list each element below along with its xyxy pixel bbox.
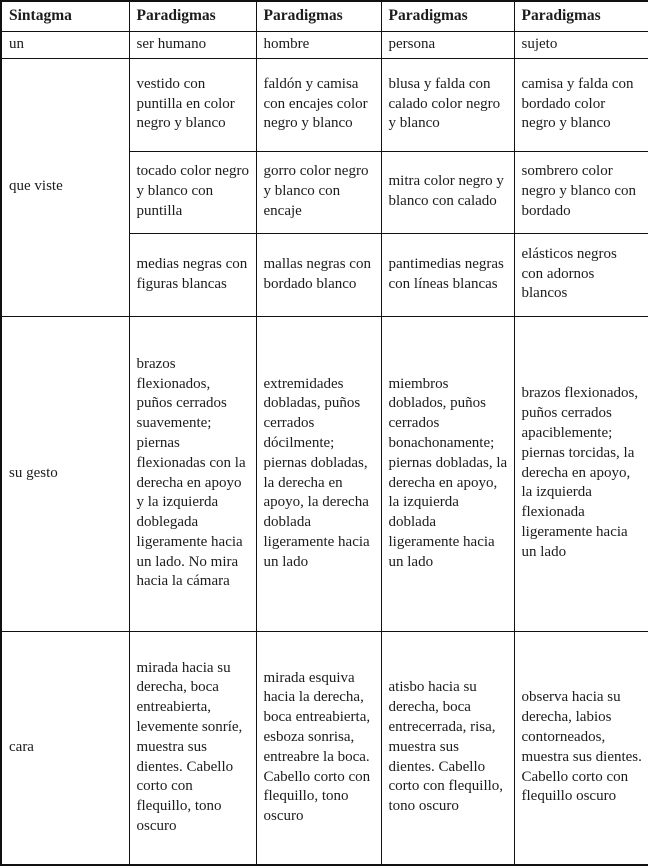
paradigma-cell: observa hacia su derecha, labios contorneados, muestra sus dientes. Cabello corto con flequillo oscuro [514, 631, 648, 865]
paradigma-cell: mitra color negro y blanco con calado [381, 151, 514, 233]
header-cell-paradigmas-3: Paradigmas [381, 1, 514, 31]
sintagma-cell-cara: cara [1, 631, 129, 865]
paradigma-cell: ser humano [129, 31, 256, 58]
paradigma-cell: persona [381, 31, 514, 58]
paradigma-cell: pantimedias negras con líneas blancas [381, 233, 514, 316]
paradigma-cell: brazos flexionados, puños cerrados apaciblemente; piernas torcidas, la derecha en apoyo, la izquierda flexionada ligeramente hacia un lado [514, 316, 648, 631]
paradigma-cell: brazos flexionados, puños cerrados suavemente; piernas flexionadas con la derecha en apoyo y la izquierda doblegada ligeramente hacia un lado. No mira hacia la cámara [129, 316, 256, 631]
table-row-cara [1, 631, 648, 865]
table-row-su-gesto [1, 316, 648, 631]
paradigma-cell: sujeto [514, 31, 648, 58]
paradigma-cell: mallas negras con bordado blanco [256, 233, 381, 316]
paradigma-cell: vestido con puntilla en color negro y blanco [129, 58, 256, 151]
header-cell-paradigmas-1: Paradigmas [129, 1, 256, 31]
paradigma-cell: atisbo hacia su derecha, boca entrecerrada, risa, muestra sus dientes. Cabello corto con flequillo, tono oscuro [381, 631, 514, 865]
paradigma-cell: tocado color negro y blanco con puntilla [129, 151, 256, 233]
paradigma-cell: extremidades dobladas, puños cerrados dócilmente; piernas dobladas, la derecha en apoyo, la derecha doblada ligeramente hacia un lado [256, 316, 381, 631]
paradigma-cell: gorro color negro y blanco con encaje [256, 151, 381, 233]
paradigma-cell: sombrero color negro y blanco con bordado [514, 151, 648, 233]
paradigma-cell: hombre [256, 31, 381, 58]
sintagma-cell-que-viste: que viste [1, 58, 129, 316]
paradigma-cell: miembros doblados, puños cerrados bonachonamente; piernas dobladas, la derecha en apoyo, la izquierda doblada ligeramente hacia un lado [381, 316, 514, 631]
table-header-row [1, 1, 648, 31]
sintagma-cell-su-gesto: su gesto [1, 316, 129, 631]
table-row-un [1, 31, 648, 58]
sintagma-cell-un: un [1, 31, 129, 58]
paradigma-cell: blusa y falda con calado color negro y blanco [381, 58, 514, 151]
header-cell-paradigmas-4: Paradigmas [514, 1, 648, 31]
paradigma-cell: mirada esquiva hacia la derecha, boca entreabierta, esboza sonrisa, entreabre la boca. Cabello corto con flequillo, tono oscuro [256, 631, 381, 865]
paradigma-cell: faldón y camisa con encajes color negro y blanco [256, 58, 381, 151]
paradigma-cell: camisa y falda con bordado color negro y blanco [514, 58, 648, 151]
paradigma-cell: medias negras con figuras blancas [129, 233, 256, 316]
table-row-que-viste-1 [1, 58, 648, 151]
paradigma-cell: elásticos negros con adornos blancos [514, 233, 648, 316]
paradigma-cell: mirada hacia su derecha, boca entreabierta, levemente sonríe, muestra sus dientes. Cabello corto con flequillo, tono oscuro [129, 631, 256, 865]
header-cell-paradigmas-2: Paradigmas [256, 1, 381, 31]
header-cell-sintagma: Sintagma [1, 1, 129, 31]
